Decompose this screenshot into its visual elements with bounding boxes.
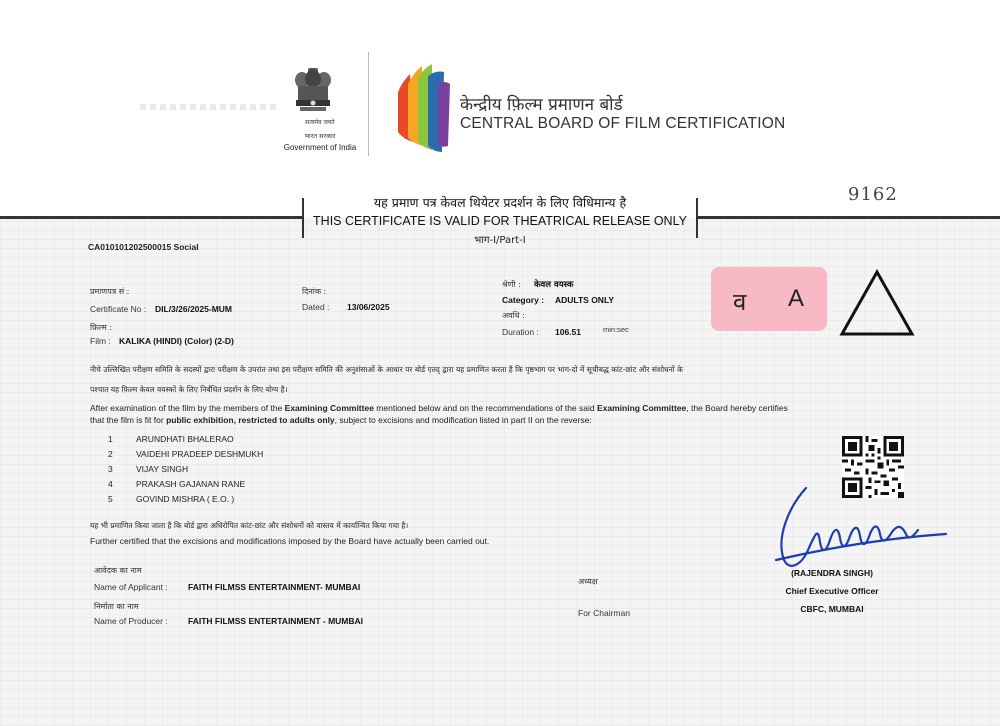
para1-text-5: , subject to excisions and modification listed in part II on the reverse: — [334, 415, 592, 425]
para1-bold: public exhibition, restricted to adults only — [166, 415, 335, 425]
banner-rule-left — [0, 216, 304, 219]
date-label-hindi: दिनांक : — [302, 287, 327, 296]
members-list — [108, 434, 263, 509]
applicant-label-hindi: आवेदक का नाम — [94, 566, 142, 575]
producer-label-hindi: निर्माता का नाम — [94, 602, 139, 611]
signatory-title: Chief Executive Officer — [785, 586, 879, 596]
emblem-caption: सत्यमेव जयते — [305, 119, 335, 126]
rating-english: A — [788, 285, 805, 312]
banner-bracket-right — [696, 198, 698, 238]
category-value-hindi: केवल वयस्क — [534, 280, 574, 290]
para1-committee-1: Examining Committee — [284, 403, 374, 413]
list-item: 2 VAIDEHI PRADEEP DESHMUKH — [108, 449, 264, 459]
list-item: 3 VIJAY SINGH — [108, 464, 189, 474]
para1-text-2: mentioned below and on the recommendations of the said — [373, 403, 597, 413]
producer-value: FAITH FILMSS ENTERTAINMENT - MUMBAI — [188, 616, 364, 626]
list-item: 1 ARUNDHATI BHALERAO — [108, 434, 234, 444]
board-name-hindi: केन्द्रीय फ़िल्म प्रमाणन बोर्ड — [460, 95, 623, 115]
duration-label: Duration : — [502, 327, 539, 337]
certificate-code: CA010101202500015 Social — [88, 242, 199, 252]
list-item: 4 PRAKASH GAJANAN RANE — [108, 479, 246, 489]
date-label: Dated : — [302, 302, 330, 312]
applicant-value: FAITH FILMSS ENTERTAINMENT- MUMBAI — [188, 582, 361, 592]
para1-text-3: , the Board hereby certifies — [686, 403, 788, 413]
para2-english: Further certified that the excisions and modifications imposed by the Board have actually been carried out. — [90, 536, 490, 546]
para1-committee-2: Examining Committee — [596, 403, 687, 413]
adult-triangle-icon — [838, 268, 916, 338]
rating-box — [711, 267, 827, 331]
duration-unit: min:sec — [603, 325, 629, 334]
header-divider — [368, 52, 369, 156]
film-label-hindi: फ़िल्म : — [90, 323, 113, 332]
faded-print-marks — [140, 104, 280, 110]
national-emblem-icon — [290, 64, 336, 126]
category-label-hindi: श्रेणी : — [502, 280, 521, 289]
category-label: Category : — [502, 295, 545, 305]
para1-hindi-line2: पश्चात यह फ़िल्म केवल वयस्कों के लिए निर्बंधित प्रदर्शन के लिए योग्य है। — [90, 385, 288, 394]
film-label: Film : — [90, 336, 111, 346]
cert-no-label-hindi: प्रमाणपत्र सं : — [90, 287, 130, 296]
para1-text-1: After examination of the film by the members of the — [90, 403, 285, 413]
validity-english: THIS CERTIFICATE IS VALID FOR THEATRICAL RELEASE ONLY — [313, 214, 687, 228]
cert-no-label: Certificate No : — [90, 304, 147, 314]
banner-rule-right — [696, 216, 1000, 219]
para1-text-4: that the film is fit for — [90, 415, 167, 425]
category-value: ADULTS ONLY — [555, 295, 615, 305]
serial-number: 9162 — [848, 184, 898, 205]
part-label: भाग-I/Part-I — [474, 235, 526, 246]
para1-hindi-line1: नीचे उल्लिखित परीक्षण समिति के सदस्यों द्वारा परीक्षण के उपरांत तथा इस परीक्षण समिति की अनुशंसाओं के आधार पर बोर्ड एतद् द्वारा यह प्रमाणित करता है कि पृष्ठभाग पर भाग-दो में सूचीबद्ध कांट-छांट और संशोधनों के — [90, 365, 683, 374]
date-value: 13/06/2025 — [347, 302, 390, 312]
duration-label-hindi: अवधि : — [502, 311, 525, 320]
validity-hindi: यह प्रमाण पत्र केवल थियेटर प्रदर्शन के लिए विधिमान्य है — [373, 195, 627, 210]
cert-no-value: DIL/3/26/2025-MUM — [155, 304, 232, 314]
para2-hindi: यह भी प्रमाणित किया जाता है कि बोर्ड द्वारा अधिरोपित कांट-छांट और संशोधनों को वास्तव में कार्यान्वित किया गया है। — [90, 521, 409, 530]
signatory-name: (RAJENDRA SINGH) — [791, 568, 873, 578]
goi-english: Government of India — [283, 143, 357, 152]
signatory-office: CBFC, MUMBAI — [800, 604, 864, 614]
duration-value: 106.51 — [555, 327, 581, 337]
producer-label: Name of Producer : — [94, 616, 168, 626]
for-chairman: For Chairman — [578, 608, 630, 618]
applicant-label: Name of Applicant : — [94, 582, 168, 592]
validity-banner — [304, 194, 696, 246]
film-value: KALIKA (HINDI) (Color) (2-D) — [119, 336, 234, 346]
chairman-hindi: अध्यक्ष — [578, 577, 598, 586]
para1-english — [90, 402, 910, 426]
board-name-english: CENTRAL BOARD OF FILM CERTIFICATION — [460, 115, 786, 132]
goi-hindi: भारत सरकार — [304, 132, 336, 140]
cbfc-logo-icon — [392, 62, 452, 154]
list-item: 5 GOVIND MISHRA ( E.O. ) — [108, 494, 235, 504]
rating-hindi: व — [733, 288, 747, 316]
signature-icon — [768, 468, 958, 578]
